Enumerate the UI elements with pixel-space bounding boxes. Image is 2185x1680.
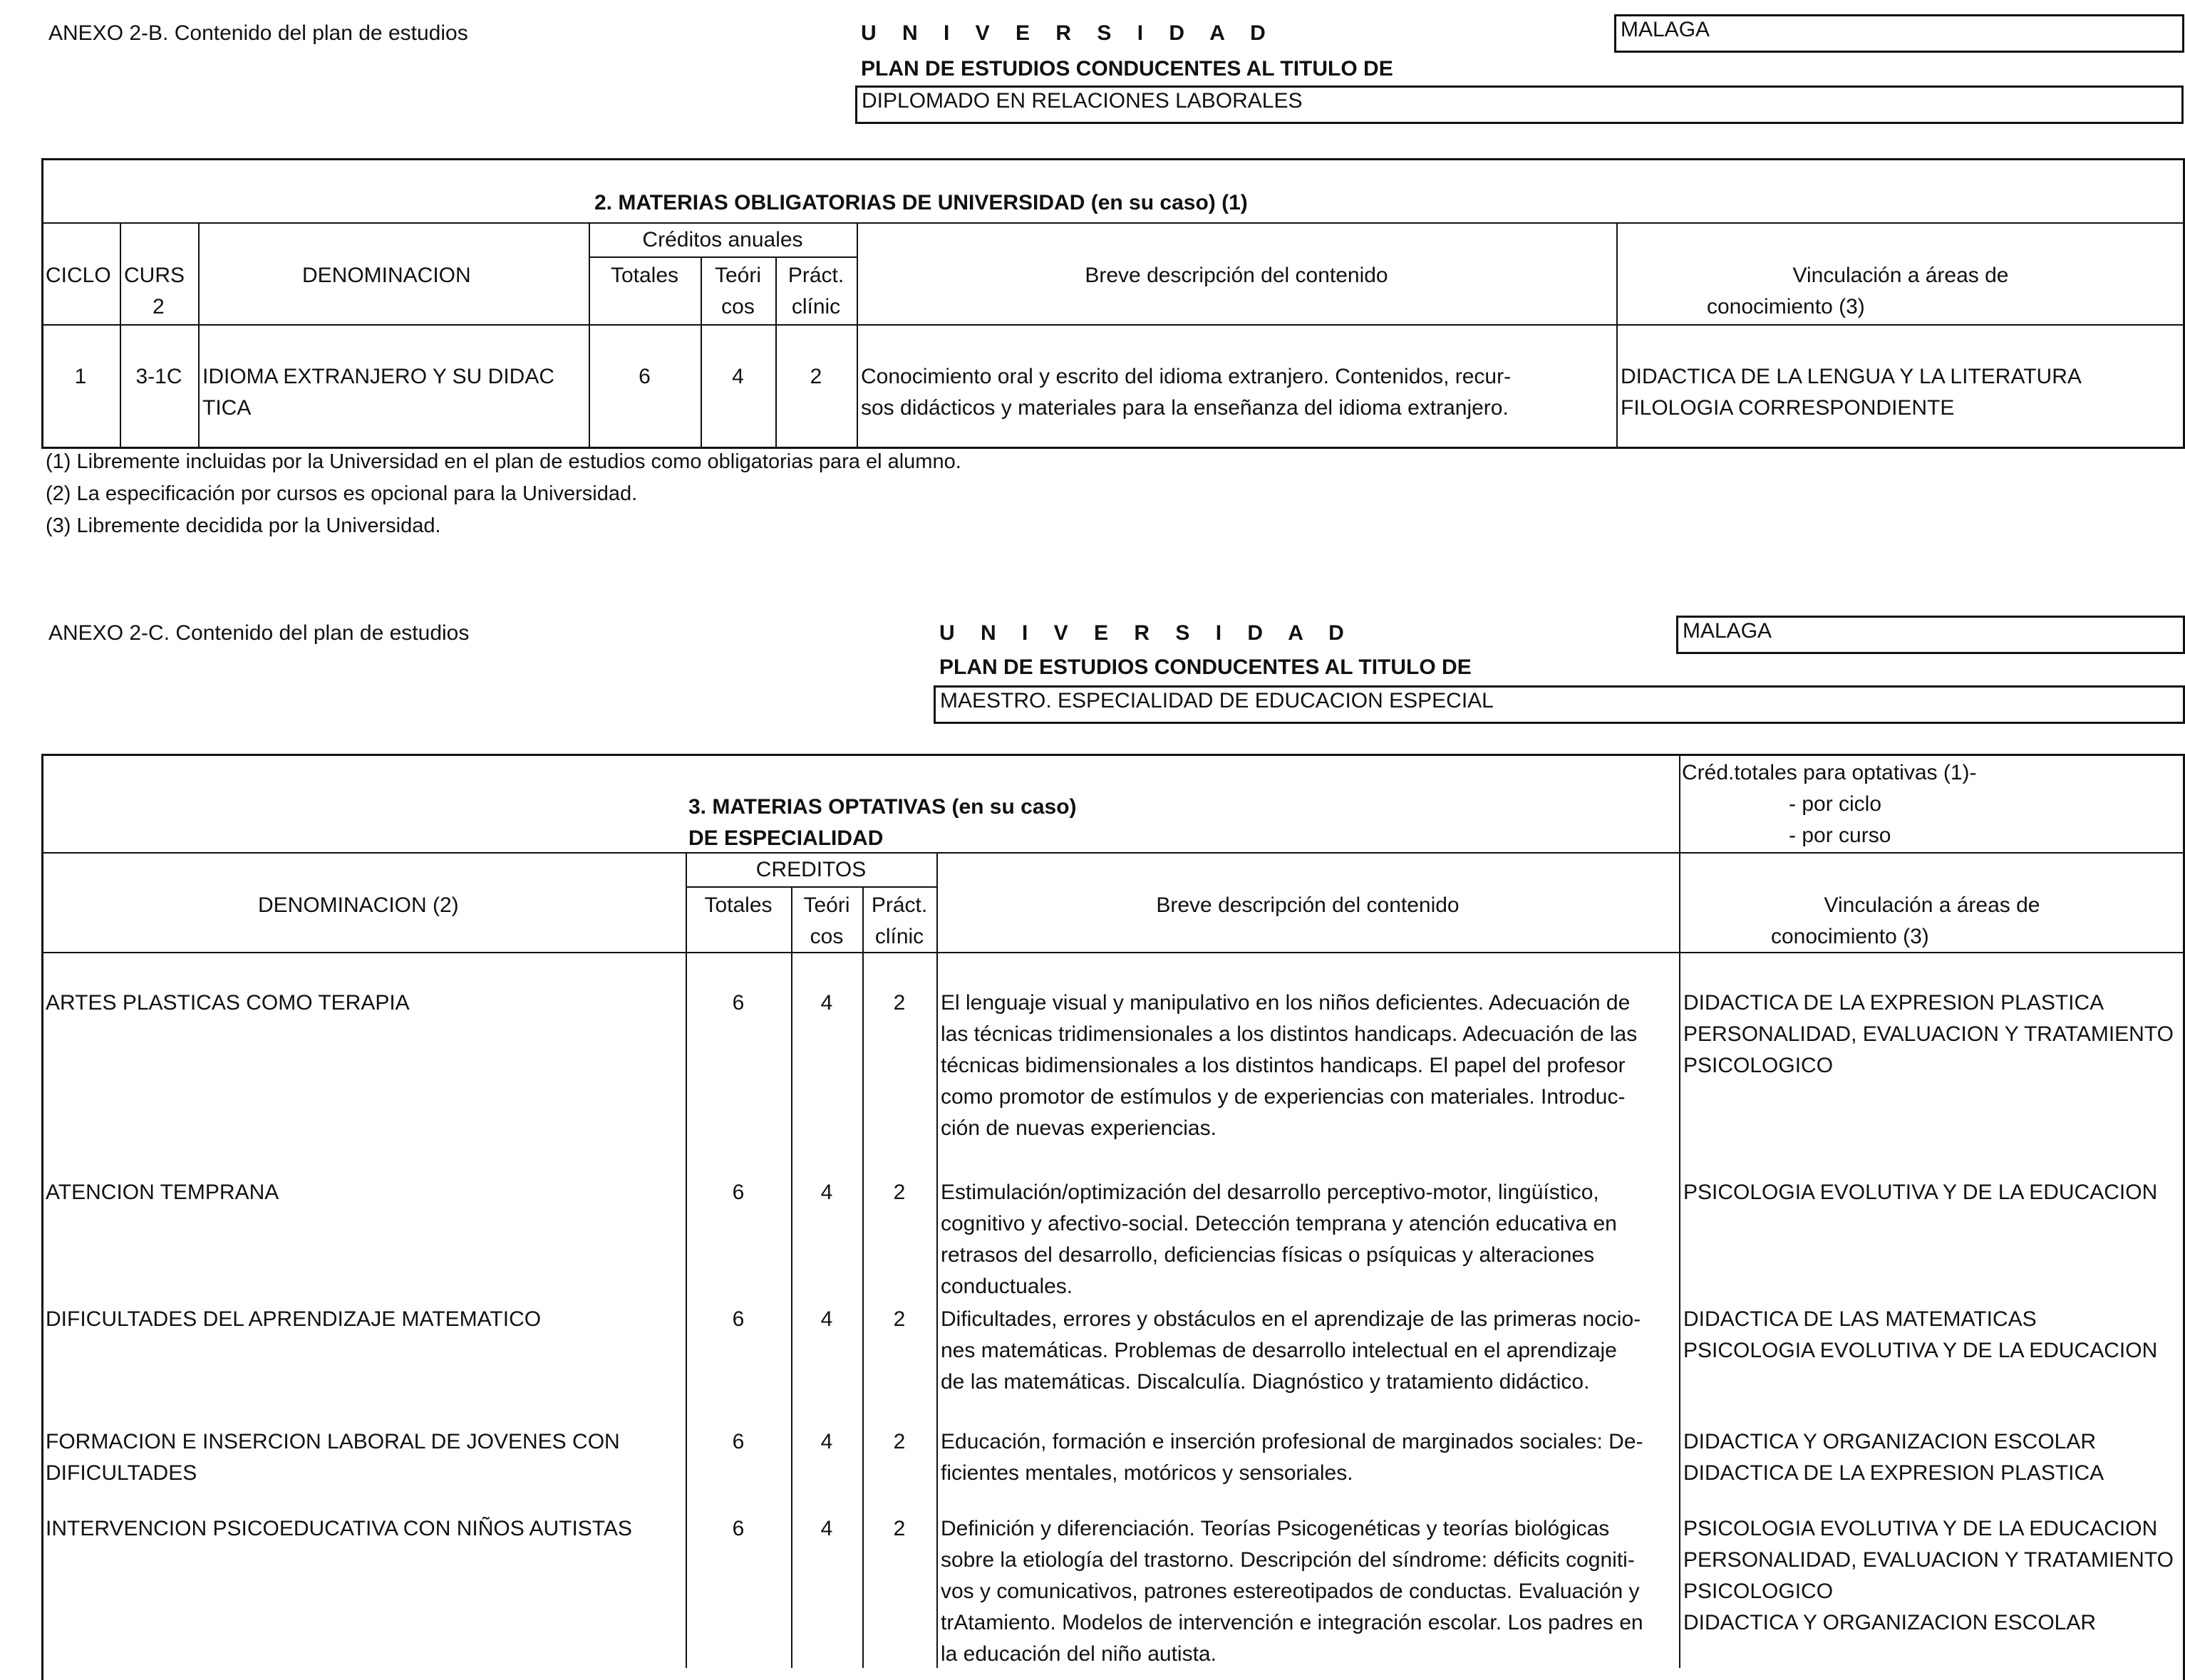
row-totales: 6	[732, 1181, 745, 1204]
row-denominacion-2: DIFICULTADES	[46, 1461, 197, 1485]
annex-b-col-vinculacion-2: conocimiento (3)	[1707, 295, 1865, 318]
row-totales: 6	[732, 1307, 745, 1331]
annex-b-col-creditos: Créditos anuales	[642, 228, 803, 252]
annex-b-col-curso-2: 2	[153, 295, 165, 318]
annex-c-titulo-value: MAESTRO. ESPECIALIDAD DE EDUCACION ESPECIAL	[940, 689, 1494, 712]
annex-b-col-ciclo: CICLO	[46, 264, 111, 287]
annex-b-row-descripcion-2: sos didácticos y materiales para la enseñanza del idioma extranjero.	[861, 396, 1509, 420]
row-teoricos: 4	[820, 1181, 833, 1204]
annex-c-col-teori-2: cos	[810, 925, 844, 948]
row-areas: DIDACTICA Y ORGANIZACION ESCOLAR DIDACTICA DE LA EXPRESION PLASTICA	[1683, 1430, 2104, 1485]
row-practicos: 2	[893, 991, 906, 1015]
annex-b-col-vinculacion-1: Vinculación a áreas de	[1792, 264, 2009, 287]
row-teoricos: 4	[820, 1430, 833, 1453]
annex-c-section-title-2: DE ESPECIALIDAD	[688, 826, 884, 850]
row-descripcion: Dificultades, errores y obstáculos en el aprendizaje de las primeras nocio- nes matemáticas. Problemas de desarrollo intelectual en el aprendizaje de las matemáticas. Discalculía. Diagnóstico y tratamiento didáctico.	[941, 1307, 1641, 1394]
annex-c-col-totales: Totales	[704, 893, 773, 917]
annex-b-titulo-box	[855, 85, 2184, 124]
annex-c-por-ciclo: - por ciclo	[1789, 792, 1882, 816]
annex-b-universidad-label: U N I V E R S I D A D	[861, 21, 1276, 45]
annex-b-row-descripcion-1: Conocimiento oral y escrito del idioma extranjero. Contenidos, recur-	[861, 365, 1512, 388]
annex-c-col-denominacion: DENOMINACION (2)	[258, 893, 459, 917]
row-areas: DIDACTICA DE LAS MATEMATICAS PSICOLOGIA EVOLUTIVA Y DE LA EDUCACION	[1683, 1307, 2158, 1362]
annex-b-row-curso: 3-1C	[135, 365, 182, 388]
annex-b-col-totales: Totales	[610, 264, 679, 287]
annex-b-row-areas-1: DIDACTICA DE LA LENGUA Y LA LITERATURA	[1621, 365, 2082, 388]
row-denominacion: DIFICULTADES DEL APRENDIZAJE MATEMATICO	[46, 1307, 542, 1331]
annex-b-row-practicos: 2	[810, 365, 822, 388]
annex-c-universidad-box	[1676, 616, 2185, 654]
annex-c-plan-label: PLAN DE ESTUDIOS CONDUCENTES AL TITULO DE	[939, 655, 1472, 679]
annex-c-col-descripcion: Breve descripción del contenido	[1156, 893, 1460, 917]
row-teoricos: 4	[820, 991, 833, 1015]
row-totales: 6	[732, 1430, 745, 1453]
row-practicos: 2	[893, 1181, 906, 1204]
annex-b-plan-label: PLAN DE ESTUDIOS CONDUCENTES AL TITULO DE	[861, 57, 1393, 81]
row-areas: DIDACTICA DE LA EXPRESION PLASTICA PERSONALIDAD, EVALUACION Y TRATAMIENTO PSICOLOGICO	[1683, 991, 2174, 1077]
annex-b-col-curso-1: CURS	[124, 264, 185, 287]
row-teoricos: 4	[820, 1307, 833, 1331]
row-denominacion: ARTES PLASTICAS COMO TERAPIA	[46, 991, 410, 1015]
row-practicos: 2	[893, 1430, 906, 1453]
row-denominacion: FORMACION E INSERCION LABORAL DE JOVENES CON	[46, 1430, 620, 1453]
row-descripcion: El lenguaje visual y manipulativo en los niños deficientes. Adecuación de las técnicas tridimensionales a los distintos handicaps. Adecuación de las técnicas bidimensionales a los distintos handicaps. El papel del profesor como promotor de estímulos y de experiencias con materiales. Introduc- ción de nuevas experiencias.	[941, 991, 1638, 1140]
annex-b-row-ciclo: 1	[74, 365, 87, 388]
row-areas: PSICOLOGIA EVOLUTIVA Y DE LA EDUCACION	[1683, 1181, 2158, 1204]
annex-b-row-teoricos: 4	[732, 365, 744, 388]
row-areas: PSICOLOGIA EVOLUTIVA Y DE LA EDUCACION PERSONALIDAD, EVALUACION Y TRATAMIENTO PSICOLOGICO DIDACTICA Y ORGANIZACION ESCOLAR	[1683, 1517, 2174, 1634]
annex-b-col-pract-1: Práct.	[787, 264, 844, 287]
annex-b-note-1: (1) Libremente incluidas por la Universidad en el plan de estudios como obligatorias para el alumno.	[46, 450, 961, 473]
annex-b-col-teori-2: cos	[721, 295, 755, 318]
annex-b-row-areas-2: FILOLOGIA CORRESPONDIENTE	[1621, 396, 1955, 420]
annex-b-universidad-value: MALAGA	[1621, 18, 1710, 41]
row-denominacion: INTERVENCION PSICOEDUCATIVA CON NIÑOS AUTISTAS	[46, 1517, 632, 1540]
annex-b-header: ANEXO 2-B. Contenido del plan de estudios	[48, 21, 468, 45]
annex-c-col-vinculacion-1: Vinculación a áreas de	[1824, 893, 2040, 917]
annex-c-section-title-1: 3. MATERIAS OPTATIVAS (en su caso)	[688, 795, 1077, 819]
row-teoricos: 4	[820, 1517, 833, 1540]
row-denominacion: ATENCION TEMPRANA	[46, 1181, 279, 1204]
annex-c-universidad-label: U N I V E R S I D A D	[939, 621, 1354, 645]
annex-c-col-pract-1: Práct.	[871, 893, 928, 917]
annex-b-col-descripcion: Breve descripción del contenido	[1085, 264, 1388, 287]
row-descripcion: Definición y diferenciación. Teorías Psicogenéticas y teorías biológicas sobre la etiología del trastorno. Descripción del síndrome: déficits cogniti- vos y comunicativos, patrones estereotipados de conductas. Evaluación y trAtamiento. Modelos de intervención e integración escolar. Los padres en la educación del niño autista.	[941, 1517, 1643, 1666]
annex-c-cred-totales: Créd.totales para optativas (1)-	[1682, 761, 1977, 784]
annex-b-note-3: (3) Libremente decidida por la Universidad.	[46, 514, 441, 537]
annex-b-col-pract-2: clínic	[791, 295, 841, 318]
annex-c-col-teori-1: Teóri	[803, 893, 850, 917]
annex-c-por-curso: - por curso	[1789, 824, 1891, 847]
annex-b-row-denominacion-2: TICA	[202, 396, 252, 420]
annex-b-row-totales: 6	[639, 365, 651, 388]
row-totales: 6	[732, 1517, 745, 1540]
row-descripcion: Educación, formación e inserción profesional de marginados sociales: De- ficientes mentales, motóricos y sensoriales.	[941, 1430, 1643, 1485]
annex-b-universidad-box	[1614, 14, 2184, 53]
annex-c-col-pract-2: clínic	[874, 925, 924, 948]
annex-b-section-title: 2. MATERIAS OBLIGATORIAS DE UNIVERSIDAD (en su caso) (1)	[594, 191, 1248, 214]
row-descripcion: Estimulación/optimización del desarrollo perceptivo-motor, lingüístico, cognitivo y afectivo-social. Detección temprana y atención educativa en retrasos del desarrollo, deficiencias físicas o psíquicas y alteraciones conductuales.	[941, 1181, 1617, 1298]
row-practicos: 2	[893, 1517, 906, 1540]
annex-c-titulo-box	[934, 685, 2185, 724]
annex-c-col-vinculacion-2: conocimiento (3)	[1771, 925, 1929, 948]
annex-c-header: ANEXO 2-C. Contenido del plan de estudios	[48, 621, 470, 645]
row-practicos: 2	[893, 1307, 906, 1331]
annex-b-note-2: (2) La especificación por cursos es opcional para la Universidad.	[46, 482, 638, 505]
annex-c-universidad-value: MALAGA	[1683, 619, 1772, 643]
annex-b-col-denominacion: DENOMINACION	[302, 264, 471, 287]
annex-c-col-creditos: CREDITOS	[755, 858, 867, 881]
annex-b-titulo-value: DIPLOMADO EN RELACIONES LABORALES	[862, 89, 1303, 113]
annex-b-col-teori-1: Teóri	[714, 264, 762, 287]
row-totales: 6	[732, 991, 745, 1015]
annex-b-row-denominacion-1: IDIOMA EXTRANJERO Y SU DIDAC	[202, 365, 554, 388]
